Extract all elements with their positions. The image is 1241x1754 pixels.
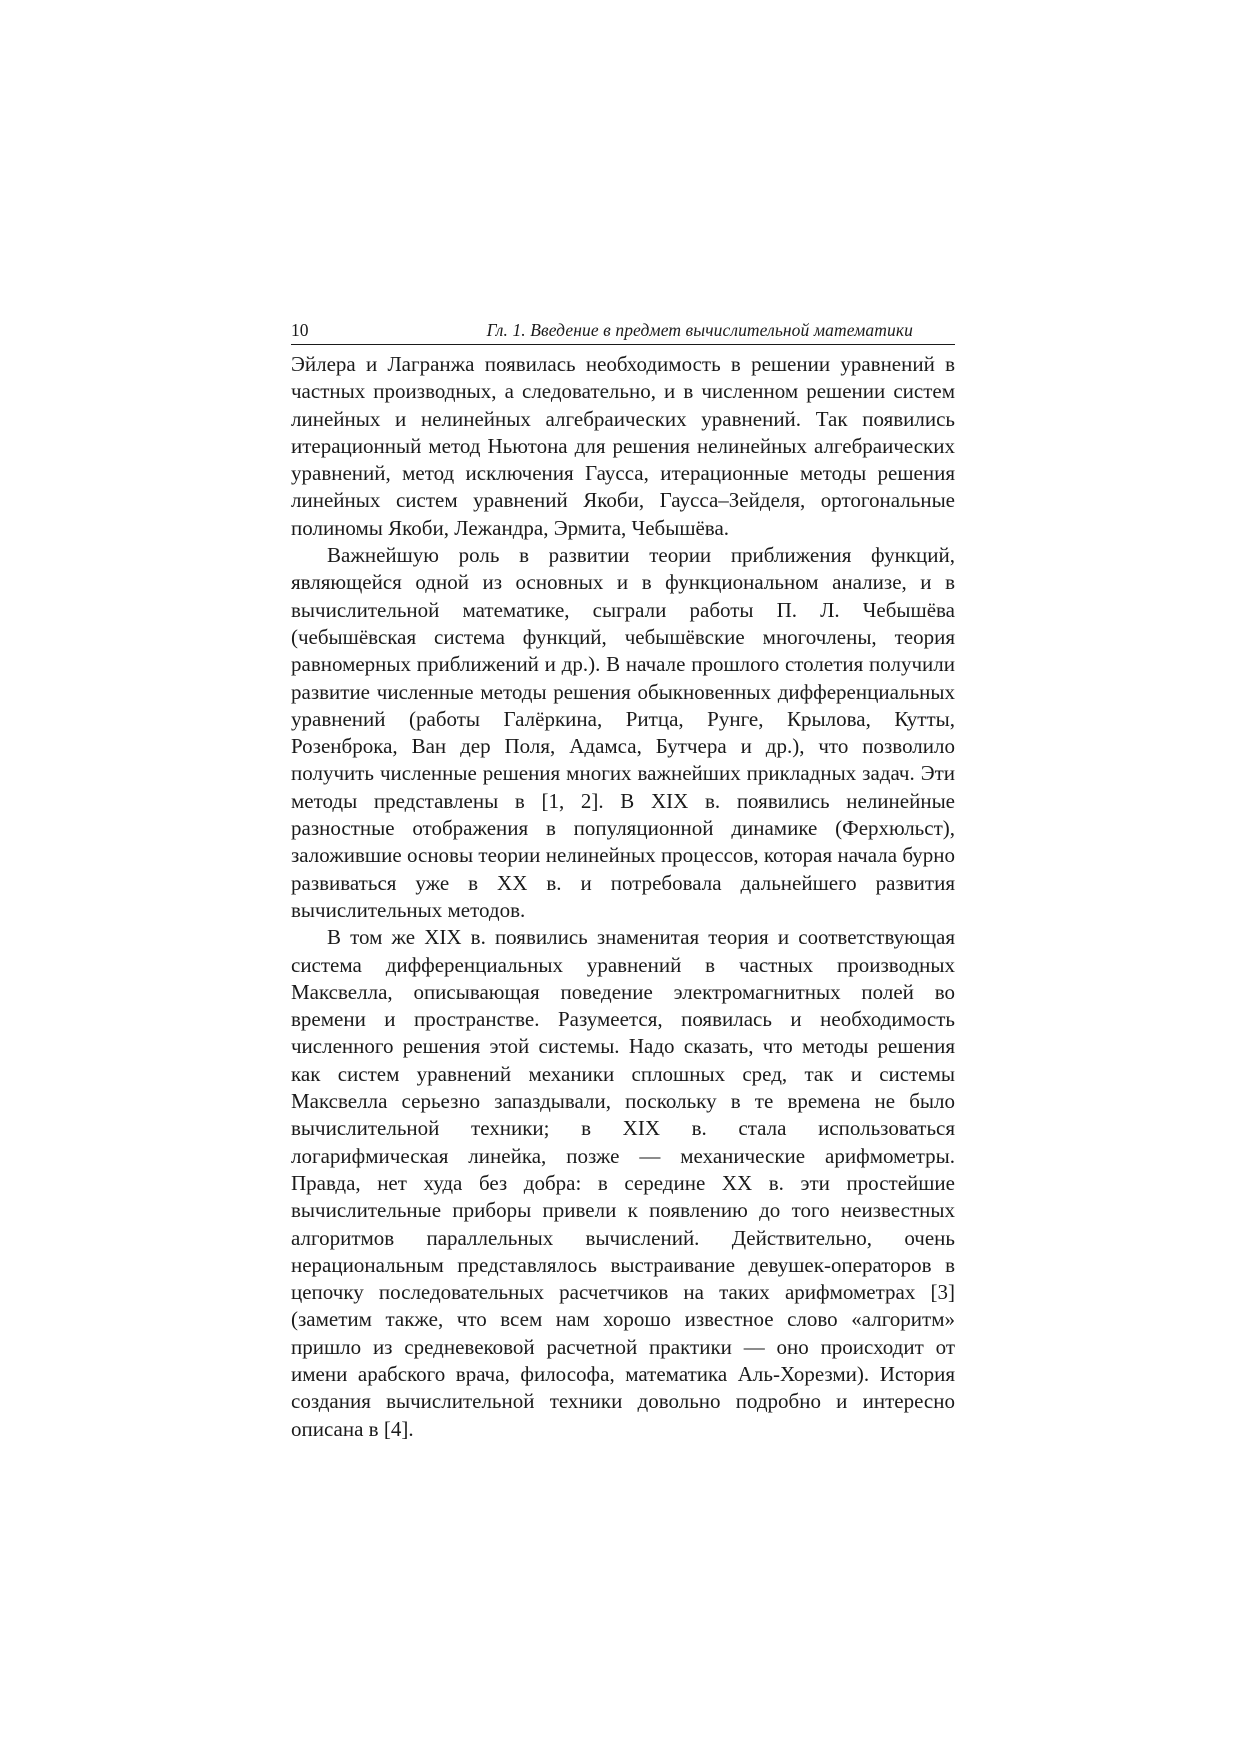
paragraph-1: Эйлера и Лагранжа появилась необходимость в решении уравнений в частных производных, а следовательно, и в численном решении систем линейных и нелинейных алгебраических уравнений. Так появились итерационный метод Ньютона для решения нелинейных алгебраических уравнений, метод исключения Гаусса, итерационные методы решения линейных систем уравнений Якоби, Гаусса–Зейделя, ортогональные полиномы Якоби, Лежандра, Эрмита, Чебышёва.: [291, 352, 955, 540]
running-title: Гл. 1. Введение в предмет вычислительной математики: [486, 320, 913, 340]
page-number: 10: [291, 320, 309, 340]
page-content: [291, 318, 955, 1443]
body-text: [291, 351, 955, 1443]
paragraph-2: Важнейшую роль в развитии теории приближения функций, являющейся одной из основных и в функциональном анализе, и в вычислительной математике, сыграли работы П. Л. Чебышёва (чебышёвская система функций, чебышёвские многочлены, теория равномерных приближений и др.). В начале прошлого столетия получили развитие численные методы решения обыкновенных дифференциальных уравнений (работы Галёркина, Ритца, Рунге, Крылова, Кутты, Розенброка, Ван дер Поля, Адамса, Бутчера и др.), что позволило получить численные решения многих важнейших прикладных задач. Эти методы представлены в [1, 2]. В XIX в. появились нелинейные разностные отображения в популяционной динамике (Ферхюльст), заложившие основы теории нелинейных процессов, которая начала бурно развиваться уже в XX в. и потребовала дальнейшего развития вычислительных методов.: [291, 543, 955, 922]
paragraph-3: В том же XIX в. появились знаменитая теория и соответствующая система дифференциальных уравнений в частных производных Максвелла, описывающая поведение электромагнитных полей во времени и пространстве. Разумеется, появилась и необходимость численного решения этой системы. Надо сказать, что методы решения как систем уравнений механики сплошных сред, так и системы Максвелла серьезно запаздывали, поскольку в те времена не было вычислительной техники; в XIX в. стала использоваться логарифмическая линейка, позже — механические арифмометры. Правда, нет худа без добра: в середине XX в. эти простейшие вычислительные приборы привели к появлению до того неизвестных алгоритмов параллельных вычислений. Действительно, очень нерациональным представлялось выстраивание девушек-операторов в цепочку последовательных расчетчиков на таких арифмометрах [3] (заметим также, что всем нам хорошо известное слово «алгоритм» пришло из средневековой расчетной практики — оно происходит от имени арабского врача, философа, математика Аль-Хорезми). История создания вычислительной техники довольно подробно и интересно описана в [4].: [291, 925, 955, 1441]
running-header: [291, 318, 955, 345]
